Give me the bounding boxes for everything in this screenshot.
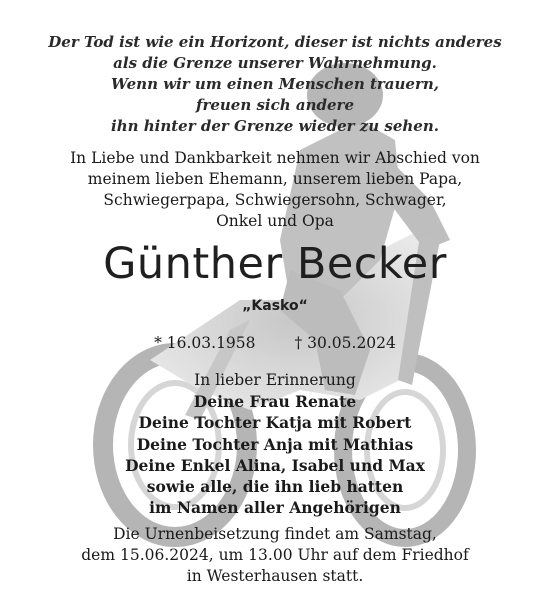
- mourners-heading: In lieber Erinnerung: [194, 371, 356, 389]
- intro-line: In Liebe und Dankbarkeit nehmen wir Abschied von: [70, 149, 480, 167]
- farewell-intro: [0, 148, 550, 232]
- mourner-line: Deine Tochter Anja mit Mathias: [136, 434, 414, 454]
- memorial-quote: [0, 32, 550, 137]
- burial-line: dem 15.06.2024, um 13.00 Uhr auf dem Friedhof: [81, 546, 469, 564]
- burial-line: in Westerhausen statt.: [186, 567, 364, 585]
- burial-info: [0, 524, 550, 587]
- mourner-line: Deine Frau Renate: [193, 392, 357, 412]
- mourner-line: im Namen aller Angehörigen: [149, 498, 401, 518]
- birth-date: * 16.03.1958: [154, 334, 256, 352]
- intro-line: meinem lieben Ehemann, unserem lieben Papa,: [87, 170, 463, 188]
- quote-line: Wenn wir um einen Menschen trauern,: [111, 75, 439, 93]
- intro-line: Onkel und Opa: [216, 212, 334, 230]
- deceased-nickname: „Kasko“: [242, 298, 308, 314]
- intro-line: Schwiegerpapa, Schwiegersohn, Schwager,: [103, 191, 447, 209]
- quote-line: als die Grenze unserer Wahrnehmung.: [113, 54, 437, 72]
- quote-line: Der Tod ist wie ein Horizont, dieser ist nichts anderes: [48, 33, 502, 51]
- mourner-line: sowie alle, die ihn lieb hatten: [146, 477, 404, 497]
- deceased-name: Günther Becker: [103, 239, 447, 289]
- life-dates: [0, 332, 550, 354]
- mourner-line: Deine Tochter Katja mit Robert: [138, 413, 412, 433]
- mourner-line: Deine Enkel Alina, Isabel und Max: [125, 455, 425, 475]
- quote-line: ihn hinter der Grenze wieder zu sehen.: [111, 117, 439, 135]
- mourners-list: [0, 370, 550, 518]
- death-date: † 30.05.2024: [294, 334, 396, 352]
- quote-line: freuen sich andere: [196, 96, 354, 114]
- burial-line: Die Urnenbeisetzung findet am Samstag,: [113, 525, 437, 543]
